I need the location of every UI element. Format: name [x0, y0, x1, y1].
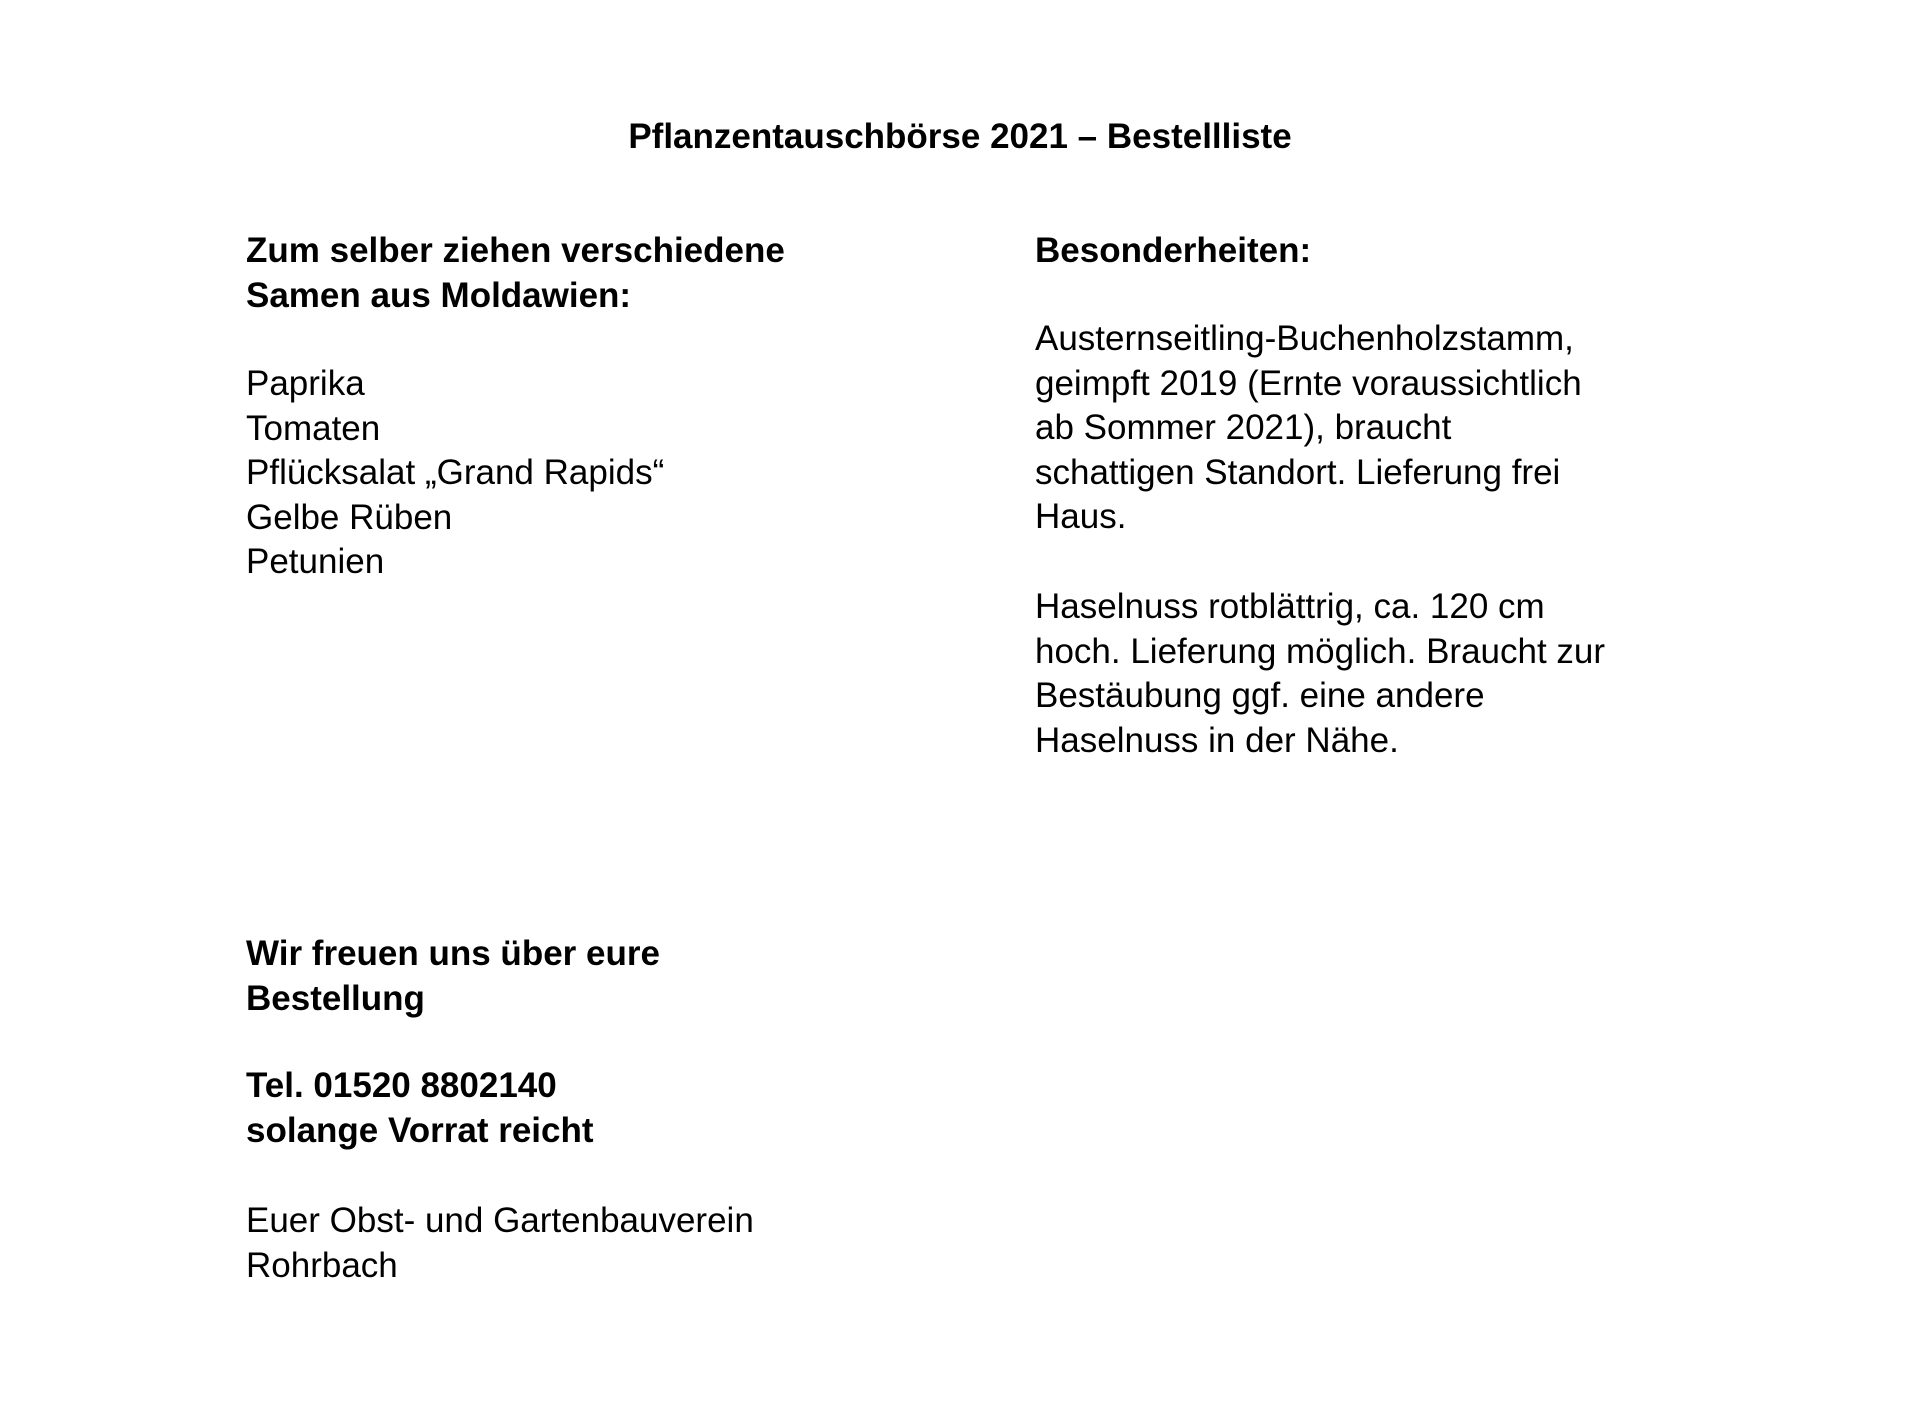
list-item: Gelbe Rüben	[246, 497, 453, 537]
page-title: Pflanzentauschbörse 2021 – Bestellliste	[628, 117, 1292, 156]
text-line: Haselnuss in der Nähe.	[1035, 720, 1399, 760]
list-item: Tomaten	[246, 408, 381, 448]
closing-line: Bestellung	[246, 978, 425, 1018]
availability-note: solange Vorrat reicht	[246, 1110, 594, 1150]
phone-number: Tel. 01520 8802140	[246, 1066, 557, 1105]
contact-info	[246, 1064, 594, 1153]
list-item: Paprika	[246, 364, 365, 403]
closing-line: Wir freuen uns über eure	[246, 934, 660, 973]
list-item: Petunien	[246, 542, 385, 581]
seeds-heading	[246, 229, 785, 318]
seed-list	[246, 362, 664, 585]
heading-line: Zum selber ziehen verschiedene	[246, 231, 785, 270]
text-line: ab Sommer 2021), braucht	[1035, 408, 1452, 447]
text-line: Austernseitling-Buchenholzstamm,	[1035, 319, 1574, 358]
text-line: Haselnuss rotblättrig, ca. 120 cm	[1035, 587, 1545, 626]
closing-text	[246, 932, 660, 1021]
text-line: geimpft 2019 (Ernte voraussichtlich	[1035, 363, 1582, 403]
list-item: Pflücksalat „Grand Rapids“	[246, 453, 665, 492]
specials-heading: Besonderheiten:	[1035, 231, 1312, 270]
signature	[246, 1199, 754, 1288]
text-line: Bestäubung ggf. eine andere	[1035, 676, 1485, 715]
signature-line: Rohrbach	[246, 1245, 398, 1285]
special-item-hazelnut	[1035, 585, 1605, 763]
special-item-oyster-mushroom	[1035, 317, 1582, 540]
text-line: hoch. Lieferung möglich. Braucht zur	[1035, 631, 1606, 671]
text-line: Haus.	[1035, 497, 1127, 536]
heading-line: Samen aus Moldawien:	[246, 275, 632, 315]
signature-line: Euer Obst- und Gartenbauverein	[246, 1201, 754, 1240]
text-line: schattigen Standort. Lieferung frei	[1035, 452, 1561, 492]
